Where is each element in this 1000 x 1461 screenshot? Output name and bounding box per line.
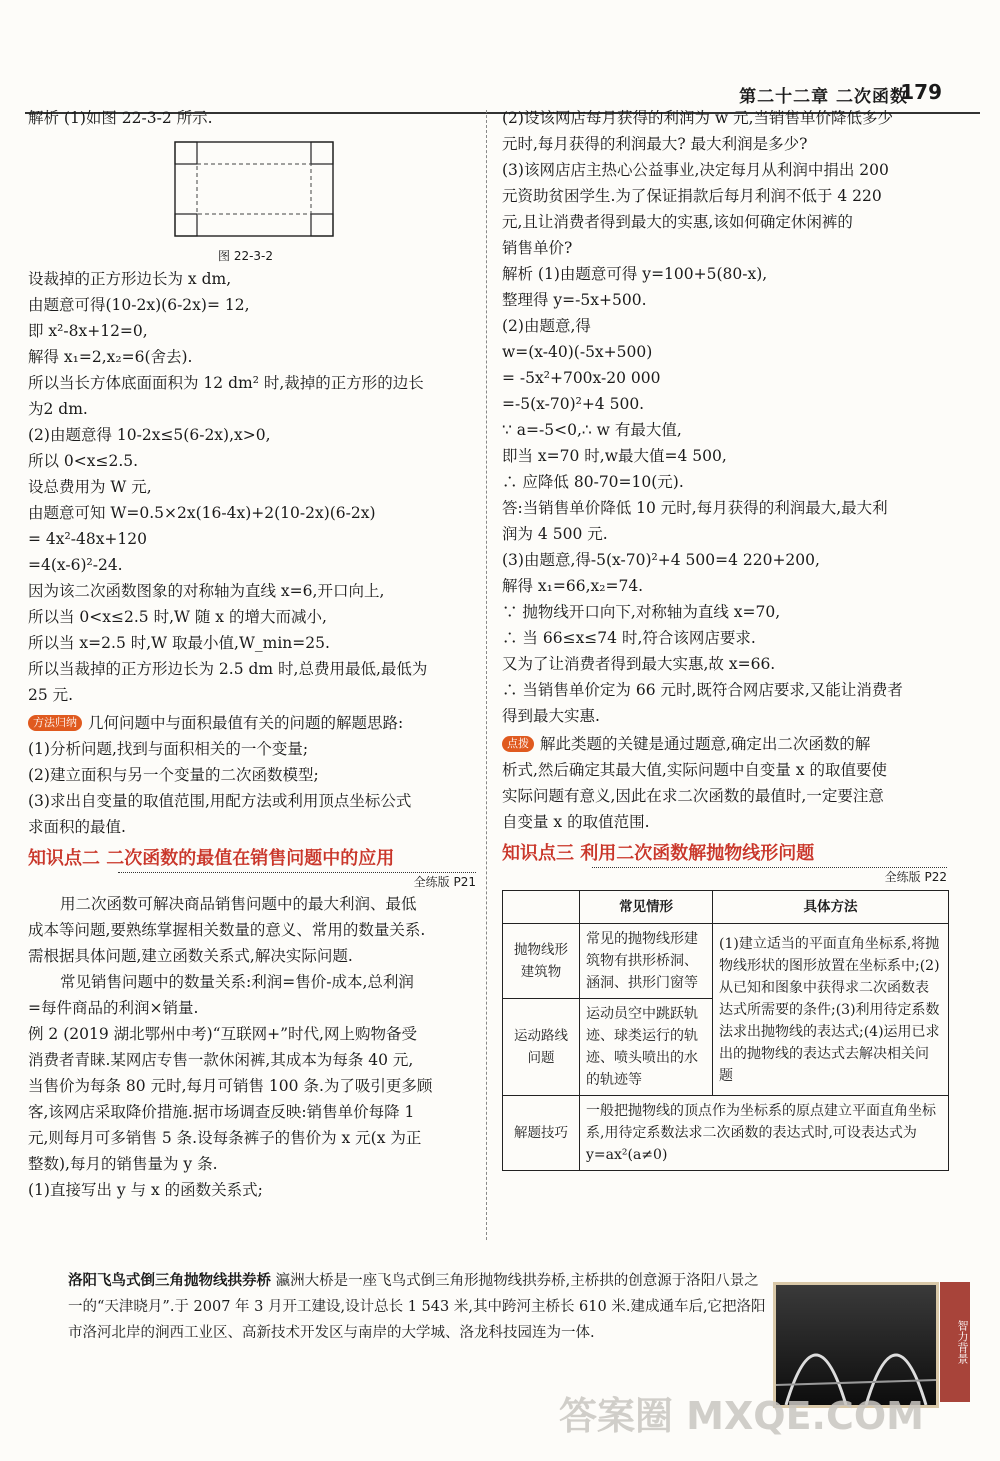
solution-line: 25 元. [28, 686, 74, 704]
solution-line: =4(x-6)²-24. [28, 556, 123, 574]
solution-line: (3)该网店店主热心公益事业,决定每月从利润中捐出 200 [502, 161, 889, 179]
table-row [503, 924, 949, 999]
example-line: (1)直接写出 y 与 x 的函数关系式; [28, 1181, 263, 1199]
solution-line: w=(x-40)(-5x+500) [502, 343, 653, 361]
banner-text [68, 1268, 768, 1346]
section-2-text: 成本等问题,要熟练掌握相关数量的意义、常用的数量关系. [28, 921, 426, 939]
solution-line: = -5x²+700x-20 000 [502, 369, 661, 387]
method-cell: (1)建立适当的平面直角坐标系,将抛物线形状的图形放置在坐标系中;(2)从已知和图象中获得求二次函数表达式所需要的条件;(3)利用待定系数法求出抛物线的表达式;(4)运用已求出的抛物线的表达式去解决相关问题 [713, 924, 949, 1096]
example-line: 消费者青睐.某网店专售一款休闲裤,其成本为每条 40 元, [28, 1051, 414, 1069]
solution-line: 答:当销售单价降低 10 元时,每月获得的利润最大,最大利 [502, 499, 888, 517]
box-net-diagram [174, 141, 334, 237]
example-line: 客,该网店采取降价措施.据市场调查反映:销售单价每降 1 [28, 1103, 415, 1121]
background-banner [28, 1268, 968, 1448]
solution-line: (2)由题意得 10-2x≤5(6-2x),x>0, [28, 426, 271, 444]
solution-line: 解得 x₁=2,x₂=6(舍去). [28, 348, 193, 366]
side-label: 智力背景 [940, 1282, 970, 1402]
example-line: 当售价为每条 80 元时,每月可销售 100 条.为了吸引更多顾 [28, 1077, 433, 1095]
row-case: 常见的抛物线形建筑物有拱形桥洞、涵洞、拱形门窗等 [580, 924, 713, 999]
note-line: 析式,然后确定其最大值,实际问题中自变量 x 的取值要使 [502, 761, 887, 779]
section-2-text: 需根据具体问题,建立函数关系式,解决实际问题. [28, 947, 353, 965]
solution-line: =-5(x-70)²+4 500. [502, 395, 645, 413]
solution-line: 所以当 0<x≤2.5 时,W 随 x 的增大而减小, [28, 608, 327, 626]
solution-line: 整理得 y=-5x+500. [502, 291, 647, 309]
solution-line: (3)由题意,得-5(x-70)²+4 500=4 220+200, [502, 551, 820, 569]
solution-line: 所以当 x=2.5 时,W 取最小值,W_min=25. [28, 634, 330, 652]
solution-line: 元,且让消费者得到最大的实惠,该如何确定休闲裤的 [502, 213, 853, 231]
method-line: (3)求出自变量的取值范围,用配方法或利用顶点坐标公式 [28, 792, 412, 810]
solution-line: 设裁掉的正方形边长为 x dm, [28, 270, 232, 288]
solution-line: 设总费用为 W 元, [28, 478, 152, 496]
methods-table [502, 890, 949, 1171]
section-2-ref: 全练版 P21 [118, 872, 476, 891]
solution-line: 因为该二次函数图象的对称轴为直线 x=6,开口向上, [28, 582, 385, 600]
page-number: 179 [900, 80, 942, 104]
section-3-title: 知识点三 利用二次函数解抛物线形问题 [502, 843, 815, 864]
row-label: 抛物线形建筑物 [503, 924, 580, 999]
solution-line: 得到最大实惠. [502, 707, 600, 725]
section-2-text: =每件商品的利润×销量. [28, 999, 199, 1017]
table-header-cell: 具体方法 [713, 891, 949, 924]
row-case: 运动员空中跳跃轨迹、球类运行的轨迹、喷头喷出的水的轨迹等 [580, 999, 713, 1096]
solution-line: 由题意可知 W=0.5×2x(16-4x)+2(10-2x)(6-2x) [28, 504, 376, 522]
solution-intro: 解析 (1)如图 22-3-2 所示. [28, 109, 213, 127]
solution-line: 销售单价? [502, 239, 573, 257]
left-column [28, 105, 476, 1203]
method-line: 几何问题中与面积最值有关的问题的解题思路: [88, 714, 404, 732]
example-2 [28, 1021, 476, 1203]
solution-line: 又为了让消费者得到最大实惠,故 x=66. [502, 655, 776, 673]
row-label: 解题技巧 [503, 1096, 580, 1171]
figure-22-3-2 [28, 131, 476, 266]
solution-line: (2)设该网店每月获得的利润为 w 元,当销售单价降低多少 [502, 109, 894, 127]
solution-line: ∴ 应降低 80-70=10(元). [502, 473, 684, 491]
banner-body: 瀛洲大桥是一座飞鸟式倒三角形抛物线拱券桥,主桥拱的创意源于洛阳八景之一的“天津晓月”.于 2007 年 3 月开工建设,设计总长 1 543 米,其中跨河主桥长 610 米.建成通车后,它把洛阳市洛河北岸的涧西工业区、高新技术开发区与南岸的大学城、洛龙科技园连为一体. [68, 1273, 766, 1341]
column-divider [486, 110, 487, 1240]
table-header-cell [503, 891, 580, 924]
solution-line: ∵ a=-5<0,∴ w 有最大值, [502, 421, 682, 439]
table-header-row [503, 891, 949, 924]
method-summary [28, 710, 476, 736]
solution-line: 所以 0<x≤2.5. [28, 452, 139, 470]
method-line: (2)建立面积与另一个变量的二次函数模型; [28, 766, 319, 784]
solution-line: 所以当裁掉的正方形边长为 2.5 dm 时,总费用最低,最低为 [28, 660, 428, 678]
solution-line: 即当 x=70 时,w最大值=4 500, [502, 447, 727, 465]
solution-line: = 4x²-48x+120 [28, 530, 148, 548]
solution-line: 解析 (1)由题意可得 y=100+5(80-x), [502, 265, 768, 283]
solution-line: 所以当长方体底面面积为 12 dm² 时,裁掉的正方形的边长 [28, 374, 424, 392]
solution-line: ∴ 当 66≤x≤74 时,符合该网店要求. [502, 629, 756, 647]
method-line: (1)分析问题,找到与面积相关的一个变量; [28, 740, 309, 758]
note-line: 自变量 x 的取值范围. [502, 813, 650, 831]
banner-title: 洛阳飞鸟式倒三角抛物线拱券桥 [68, 1273, 271, 1289]
solution-line: 由题意可得(10-2x)(6-2x)= 12, [28, 296, 250, 314]
chapter-title: 第二十二章 二次函数 [739, 87, 908, 107]
watermark: 答案圈 MXQE.COM [558, 1394, 924, 1438]
section-2-text: 常见销售问题中的数量关系:利润=售价-成本,总利润 [60, 973, 414, 991]
method-line: 求面积的最值. [28, 818, 126, 836]
right-solution-lines [502, 105, 947, 729]
solution-line: ∴ 当销售单价定为 66 元时,既符合网店要求,又能让消费者 [502, 681, 903, 699]
row-label: 运动路线问题 [503, 999, 580, 1096]
table-header-cell: 常见情形 [580, 891, 713, 924]
note-block [502, 731, 947, 757]
tip-cell: 一般把抛物线的顶点作为坐标系的原点建立平面直角坐标系,用待定系数法求二次函数的表达式时,可设表达式为 y=ax²(a≠0) [580, 1096, 949, 1171]
right-column [502, 105, 947, 1171]
example-line: 例 2 (2019 湖北鄂州中考)“互联网+”时代,网上购物备受 [28, 1025, 417, 1043]
solution-line: 润为 4 500 元. [502, 525, 608, 543]
left-solution-lines [28, 266, 476, 708]
figure-caption: 图 22-3-2 [218, 249, 274, 263]
solution-line: 即 x²-8x+12=0, [28, 322, 148, 340]
solution-line: ∵ 抛物线开口向下,对称轴为直线 x=70, [502, 603, 781, 621]
method-tag: 方法归纳 [28, 715, 82, 731]
section-2-text: 用二次函数可解决商品销售问题中的最大利润、最低 [60, 895, 417, 913]
example-line: 元,则每月可多销售 5 条.设每条裤子的售价为 x 元(x 为正 [28, 1129, 422, 1147]
table-row [503, 1096, 949, 1171]
note-tag: 点拨 [502, 736, 534, 752]
solution-line: (2)由题意,得 [502, 317, 591, 335]
solution-line: 元资助贫困学生.为了保证捐款后每月利润不低于 4 220 [502, 187, 882, 205]
example-line: 整数),每月的销售量为 y 条. [28, 1155, 218, 1173]
solution-line: 元时,每月获得的利润最大? 最大利润是多少? [502, 135, 808, 153]
solution-line: 解得 x₁=66,x₂=74. [502, 577, 644, 595]
section-3-ref: 全练版 P22 [592, 867, 947, 886]
solution-line: 为2 dm. [28, 400, 88, 418]
note-line: 解此类题的关键是通过题意,确定出二次函数的解 [540, 735, 871, 753]
note-line: 实际问题有意义,因此在求二次函数的最值时,一定要注意 [502, 787, 884, 805]
section-2-title: 知识点二 二次函数的最值在销售问题中的应用 [28, 848, 395, 869]
